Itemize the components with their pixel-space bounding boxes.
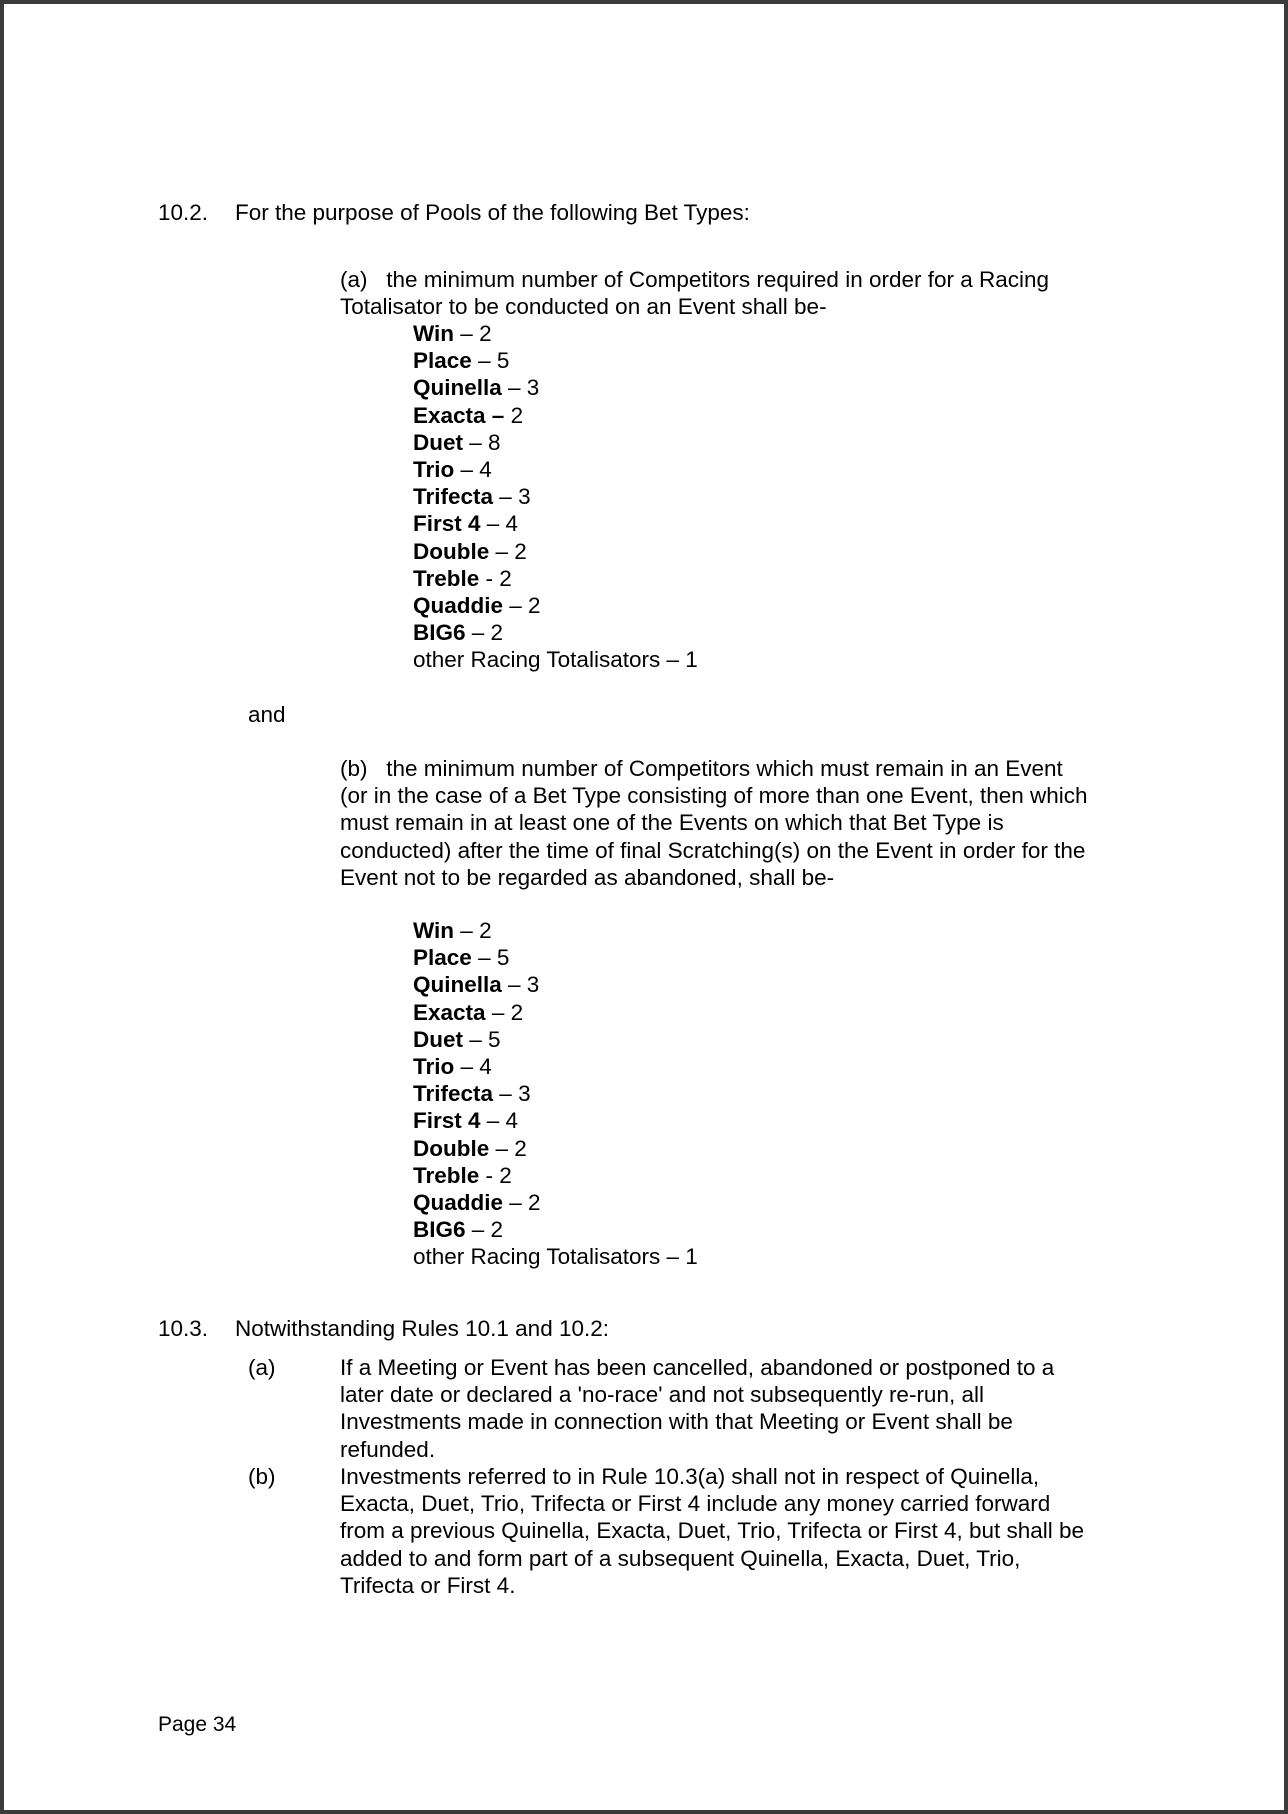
- list-item: First 4 – 4: [413, 1108, 519, 1134]
- list-item: Trio – 4: [413, 457, 492, 483]
- part-a-text-line1: the minimum number of Competitors required in order for a Racing: [386, 267, 1050, 292]
- list-item: Double – 2: [413, 1135, 527, 1161]
- list-item: BIG6 – 2: [413, 1217, 504, 1243]
- part-b-bet-list: [413, 917, 698, 1271]
- part-a-text-line2: Totalisator to be conducted on an Event shall be-: [340, 294, 827, 320]
- list-item: Win – 2: [413, 918, 492, 943]
- list-item: other Racing Totalisators – 1: [413, 647, 698, 673]
- rule-heading-10-2: For the purpose of Pools of the following Bet Types:: [235, 200, 750, 225]
- list-item: Quaddie – 2: [413, 593, 541, 619]
- list-item: Duet – 5: [413, 1026, 501, 1052]
- rule-number-10-2: 10.2.: [158, 200, 209, 225]
- list-item: Treble - 2: [413, 1162, 512, 1188]
- rule-number-10-3: 10.3.: [158, 1316, 209, 1341]
- page-number: Page 34: [158, 1713, 237, 1736]
- list-item: BIG6 – 2: [413, 620, 504, 646]
- list-item: First 4 – 4: [413, 511, 519, 537]
- part-a-bet-list: [413, 320, 698, 674]
- list-item: Place – 5: [413, 348, 510, 374]
- part-b-line: must remain in at least one of the Events on which that Bet Type is: [340, 810, 1004, 836]
- part-a-paragraph: [340, 266, 1140, 320]
- list-item: Exacta – 2: [413, 402, 524, 428]
- and-connector: and: [248, 702, 286, 727]
- part-b-line: (or in the case of a Bet Type consisting of more than one Event, then which: [340, 783, 1088, 809]
- part-b-line: the minimum number of Competitors which must remain in an Event: [386, 756, 1063, 781]
- part-b-line: Event not to be regarded as abandoned, shall be-: [340, 864, 835, 890]
- list-item: Quinella – 3: [413, 972, 540, 998]
- list-item: Trio – 4: [413, 1054, 492, 1080]
- sub-a-label: (a): [248, 1355, 276, 1380]
- list-item: Treble - 2: [413, 565, 512, 591]
- list-item: Exacta – 2: [413, 999, 524, 1025]
- list-item: Win – 2: [413, 321, 492, 346]
- list-item: Place – 5: [413, 945, 510, 971]
- list-item: Double – 2: [413, 538, 527, 564]
- part-b-paragraph: [340, 755, 1140, 891]
- list-item: Trifecta – 3: [413, 1081, 531, 1107]
- part-a-label: (a): [340, 267, 368, 292]
- list-item: Trifecta – 3: [413, 484, 531, 510]
- list-item: Quaddie – 2: [413, 1190, 541, 1216]
- sub-b-text: Investments referred to in Rule 10.3(a) shall not in respect of Quinella, Exacta, Duet, Trio, Trifecta or First 4 include any money carried forward from a previous Quinella, Exacta, Duet, Trio, Trifecta or First 4, but shall be added to and form part of a subsequent Quinella, Exacta, Duet, Trio, Trifecta or First 4.: [340, 1464, 1085, 1598]
- part-b-line: conducted) after the time of final Scratching(s) on the Event in order for the: [340, 837, 1086, 863]
- part-b-label: (b): [340, 756, 368, 781]
- sub-a-text: If a Meeting or Event has been cancelled, abandoned or postponed to a later date or declared a 'no-race' and not subsequently re-run, all Investments made in connection with that Meeting or Event shall be refunded.: [340, 1355, 1055, 1462]
- list-item: Quinella – 3: [413, 375, 540, 401]
- list-item: Duet – 8: [413, 429, 501, 455]
- list-item: other Racing Totalisators – 1: [413, 1244, 698, 1270]
- rule-heading-10-3: Notwithstanding Rules 10.1 and 10.2:: [235, 1316, 609, 1341]
- sub-b-label: (b): [248, 1464, 276, 1489]
